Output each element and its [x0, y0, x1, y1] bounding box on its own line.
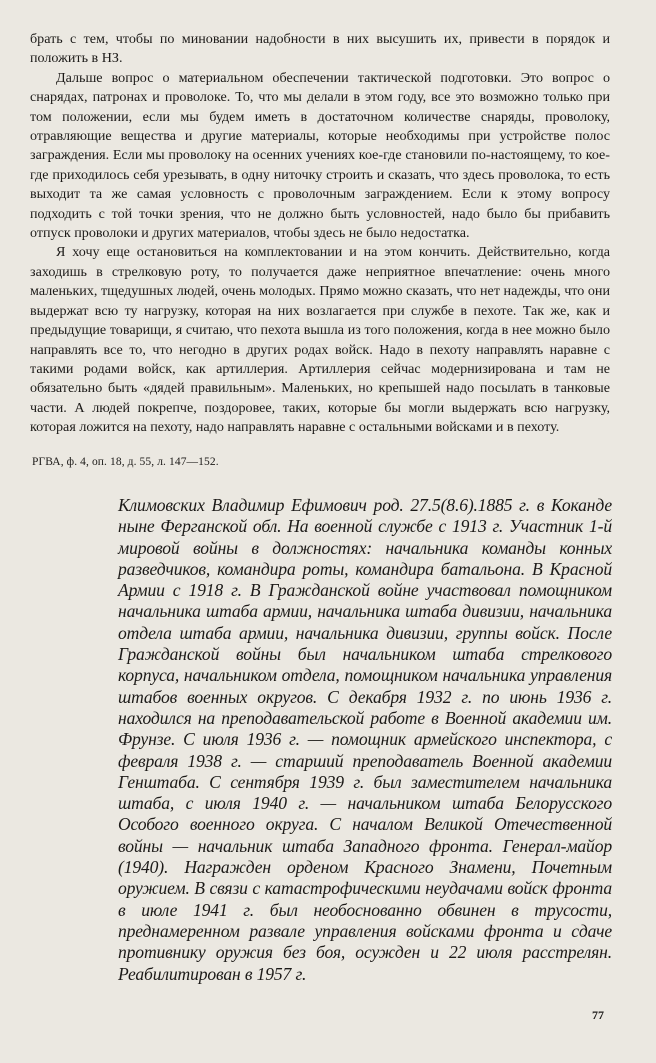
main-text	[30, 30, 610, 438]
archive-source-citation: РГВА, ф. 4, оп. 18, д. 55, л. 147—152.	[32, 456, 219, 468]
paragraph-staffing: Я хочу еще остановиться на комплектовании и на этом кончить. Действительно, когда заходишь в стрелковую роту, то получается даже неприятное впечатление: очень много маленьких, тщедушных людей, очень молодых. Прямо можно сказать, что нет надежды, что они выдержат всю ту нагрузку, которая на них возлагается при службе в пехоте. Так же, как и предыдущие товарищи, я считаю, что пехота вышла из того положения, когда в нее можно было направлять все то, что негодно в других родах войск. Надо в пехоту направлять наравне с такими родами войск, как артиллерия. Артиллерия сейчас модернизирована и там не обязательно быть «дядей правильным». Маленьких, но крепышей надо посылать в танковые части. А людей покрепче, поздоровее, таких, которые бы могли выдержать всю нагрузку, которая ложится на пехоту, надо направлять наравне с остальными войсками и в пехоту.	[30, 244, 610, 436]
page-number: 77	[592, 1008, 604, 1022]
paragraph-materials: Дальше вопрос о материальном обеспечении тактической подготовки. Это вопрос о снарядах, патронах и проволоке. То, что мы делали в этом году, все это возможно только при том положении, если мы будем иметь в достаточном количестве снаряды, проволоку, отравляющие вещества и другие материалы, которые необходимы при устройстве полос заграждения. Если мы проволоку на осенних учениях кое-где становили по-настоящему, то кое-где приходилось себя урезывать, в одну ниточку строить и сказать, что здесь проволока, то есть выходит та же самая условность с проволочным заграждением. Если к этому вопросу подходить с той точки зрения, что не должно быть условностей, надо было бы прибавить отпуск проволоки и других материалов, чтобы здесь не было недостатка.	[30, 69, 610, 242]
paragraph-continuation: брать с тем, чтобы по миновании надобности в них высушить их, привести в порядок и положить в НЗ.	[30, 31, 610, 67]
biographical-note: Климовских Владимир Ефимович род. 27.5(8.6).1885 г. в Коканде ныне Ферганской обл. На военной службе с 1913 г. Участник 1-й мировой войны в должностях: начальника команды конных разведчиков, командира роты, командира батальона. В Красной Армии с 1918 г. В Гражданской войне участвовал помощником начальника штаба армии, начальника штаба дивизии, начальника отдела штаба армии, начальника дивизии, группы войск. После Гражданской войны был начальником штаба стрелкового корпуса, начальником отдела, помощником начальника управления штабов военных округов. С декабря 1932 г. по июнь 1936 г. находился на преподавательской работе в Военной академии им. Фрунзе. С июля 1936 г. — помощник армейского инспектора, с февраля 1938 г. — старший преподаватель Военной академии Генштаба. С сентября 1939 г. был заместителем начальника штаба, с июля 1940 г. — начальником штаба Белорусского Особого военного округа. С началом Великой Отечественной войны — начальник штаба Западного фронта. Генерал-майор (1940). Награжден орденом Красного Знамени, Почетным оружием. В связи с катастрофическими неудачами войск фронта в июле 1941 г. был необоснованно обвинен в трусости, преднамеренном развале управления войсками фронта и сдаче противнику оружия без боя, осужден и 22 июля расстрелян. Реабилитирован в 1957 г.	[118, 495, 612, 984]
